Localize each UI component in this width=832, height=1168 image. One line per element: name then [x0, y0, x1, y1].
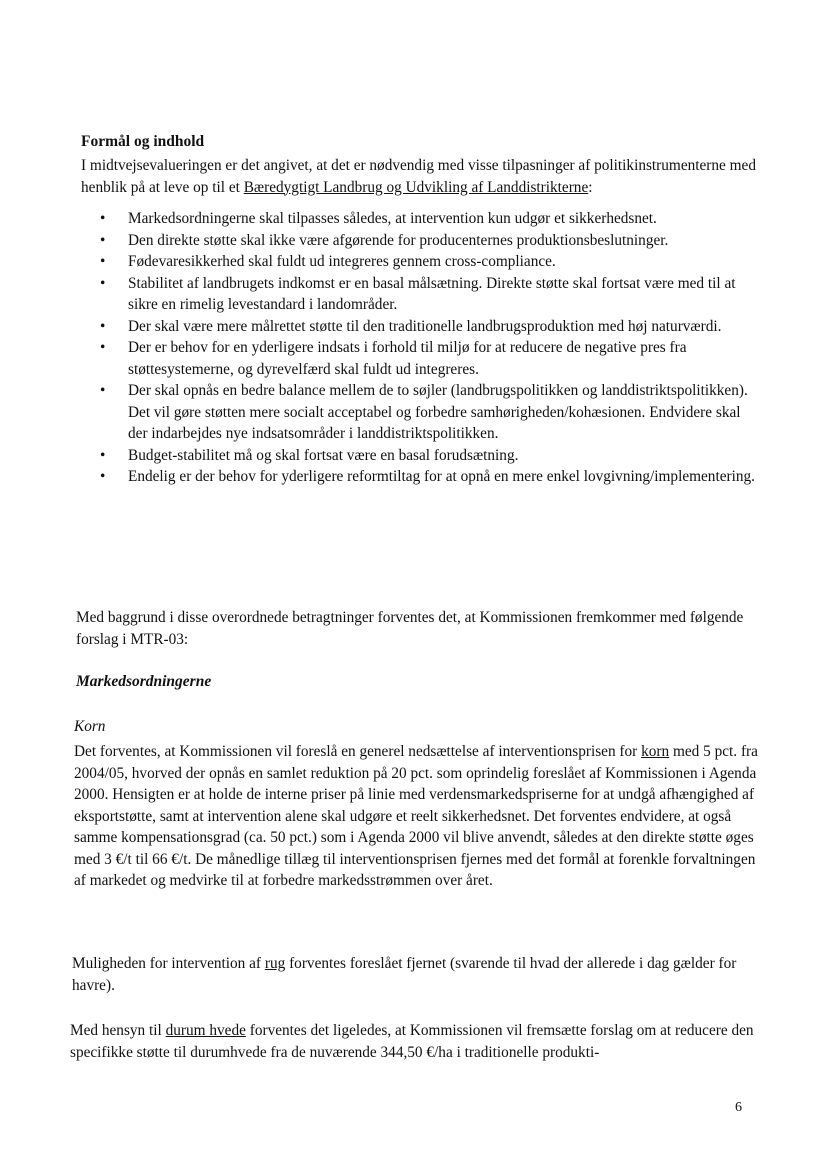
durum-paragraph — [70, 1020, 770, 1063]
korn-paragraph — [74, 741, 764, 892]
subsection-title: Korn — [74, 718, 106, 735]
list-item — [100, 337, 760, 380]
section-title: Markedsordningerne — [76, 673, 212, 690]
durum-text: Med hensyn til — [70, 1022, 166, 1039]
list-item — [100, 273, 760, 316]
bullet-icon: • — [100, 446, 106, 464]
korn-text-rest: med 5 pct. fra 2004/05, hvorved der opnås en samlet reduktion på 20 pct. som oprindelig foreslået af Kommissionen i Agenda 2000. Hensigten er at holde de interne priser på linie med verdensmarkedspriserne for at undgå afhængighed af eksportstøtte, samt at intervention alene skal udgøre et reelt sikkerhedsnet. Det forventes endvidere, at også samme kompensationsgrad (ca. 50 pct.) som i Agenda 2000 vil blive anvendt, således at den direkte støtte øges med 3 €/t til 66 €/t. De månedlige tillæg til interventionsprisen fjernes med det formål at forenkle forvaltningen af markedet og medvirke til at forbedre markedsstrømmen over året. — [74, 743, 758, 889]
rug-underlined-term: rug — [264, 955, 286, 972]
bullet-list — [100, 208, 760, 488]
intro-text: I midtvejsevalueringen er det angivet, at det er nødvendig med visse tilpasninger af politikinstrumenterne med henblik på at leve op til et — [81, 157, 756, 196]
durum-underlined-term: durum hvede — [165, 1022, 246, 1039]
list-item-text: Stabilitet af landbrugets indkomst er en basal målsætning. Direkte støtte skal fortsat være med til at sikre en rimelig levestandard i landområder. — [128, 274, 736, 313]
bullet-icon: • — [100, 382, 106, 399]
list-item-text: Markedsordningerne skal tilpasses således, at intervention kun udgør et sikkerhedsnet. — [128, 210, 657, 227]
rug-paragraph — [72, 953, 762, 996]
list-item — [100, 445, 760, 467]
intro-text-end: : — [588, 178, 593, 196]
list-item — [100, 466, 760, 488]
durum-text-rest: forventes det ligeledes, at Kommissionen vil fremsætte forslag om at reducere den specifikke støtte til durumhvede fra de nuværende 344,50 €/ha i traditionelle produkti- — [70, 1022, 754, 1061]
bullet-icon: • — [100, 317, 106, 335]
intro-underlined-term: Bæredygtigt Landbrug og Udvikling af Landdistrikterne — [243, 178, 589, 196]
korn-underlined-term: korn — [641, 743, 670, 760]
rug-text-rest: forventes foreslået fjernet (svarende til hvad der allerede i dag gælder for havre). — [72, 955, 737, 994]
list-item-text: Budget-stabilitet må og skal fortsat være en basal forudsætning. — [128, 446, 519, 464]
summary-paragraph: Med baggrund i disse overordnede betragtninger forventes det, at Kommissionen fremkommer med følgende forslag i MTR-03: — [76, 609, 744, 648]
page-number: 6 — [735, 1100, 742, 1115]
list-item-text: Den direkte støtte skal ikke være afgørende for producenternes produktionsbeslutninger. — [128, 231, 669, 249]
list-item — [100, 230, 760, 252]
section-heading: Formål og indhold — [81, 133, 205, 150]
rug-text: Muligheden for intervention af — [72, 955, 265, 972]
bullet-icon: • — [100, 231, 106, 249]
list-item-text: Der skal være mere målrettet støtte til den traditionelle landbrugsproduktion med høj naturværdi. — [128, 317, 722, 335]
list-item-text: Fødevaresikkerhed skal fuldt ud integreres gennem cross-compliance. — [128, 253, 556, 270]
list-item — [100, 251, 760, 273]
bullet-icon: • — [100, 468, 106, 485]
list-item-text: Der skal opnås en bedre balance mellem de to søjler (landbrugspolitikken og landdistriktspolitikken). Det vil gøre støtten mere socialt acceptabel og forbedre samhørigheden/kohæsionen. Endvidere skal der indarbejdes nye indsatsområder i landdistriktspolitikken. — [128, 382, 748, 442]
list-item-text: Endelig er der behov for yderligere reformtiltag for at opnå en mere enkel lovgivning/implementering. — [128, 468, 755, 485]
korn-text: Det forventes, at Kommissionen vil foreslå en generel nedsættelse af interventionsprisen for — [74, 743, 642, 760]
intro-paragraph — [81, 155, 761, 198]
bullet-icon: • — [100, 339, 106, 356]
list-item — [100, 208, 760, 230]
list-item-text: Der er behov for en yderligere indsats i forhold til miljø for at reducere de negative pres fra støttesystemerne, og dyrevelfærd skal fuldt ud integreres. — [128, 339, 687, 378]
bullet-icon: • — [100, 274, 106, 292]
bullet-icon: • — [100, 210, 106, 227]
list-item — [100, 316, 760, 338]
bullet-icon: • — [100, 253, 106, 270]
list-item — [100, 380, 760, 445]
